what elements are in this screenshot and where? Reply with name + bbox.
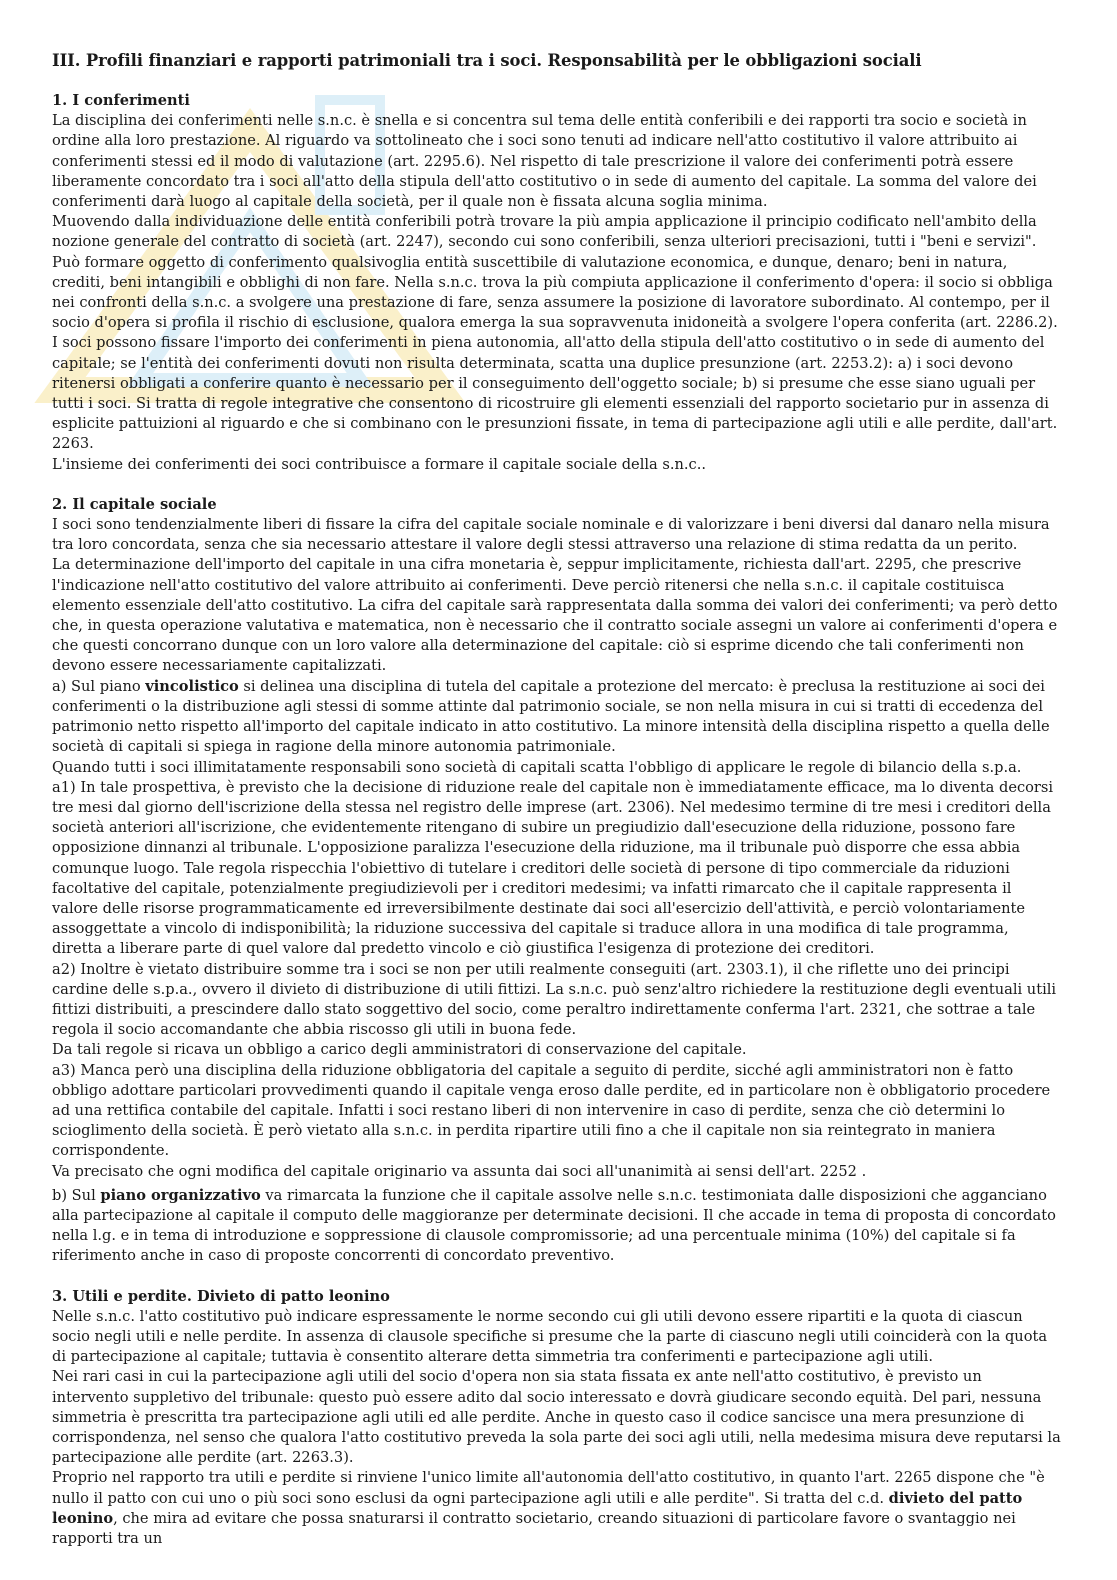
paragraph: La determinazione dell'importo del capitale in una cifra monetaria è, seppur implicitamente, richiesta dall'art. 2295, che prescrive l'indicazione nell'atto costitutivo del valore attribuito ai conferimenti. Deve perciò ritenersi che nella s.n.c. il capitale costituisca elemento essenziale dell'atto costitutivo. La cifra del capitale sarà rappresentata dalla somma dei valori dei conferimenti; va però detto che, in questa operazione valutativa e matematica, non è necessario che il contratto sociale assegni un valore ai conferimenti d'opera e che questi concorrano dunque con un loro valore alla determinazione del capitale: ciò si esprime dicendo che tali conferimenti non devono essere necessariamente capitalizzati. (52, 556, 1058, 675)
paragraph: L'insieme dei conferimenti dei soci contribuisce a formare il capitale sociale della s.n.c.. (52, 455, 706, 473)
paragraph: I soci possono fissare l'importo dei conferimenti in piena autonomia, all'atto della stipula dell'atto costitutivo o in sede di aumento del capitale; se l'entità dei conferimenti dovuti non risulta determinata, scatta una duplice presunzione (art. 2253.2): a) i soci devono ritenersi obbligati a conferire quanto è necessario per il conseguimento dell'oggetto sociale; b) si presume che esse siano uguali per tutti i soci. Si tratta di regole integrative che consentono di ricostruire gli elementi essenziali del rapporto societario pur in assenza di esplicite pattuizioni al riguardo e che si combinano con le presunzioni fissate, in tema di partecipazione agli utili e alle perdite, dall'art. 2263. (52, 334, 1058, 453)
page-title: III. Profili finanziari e rapporti patrimoniali tra i soci. Responsabilità per le obbligazioni sociali (52, 51, 922, 70)
paragraph: Muovendo dalla individuazione delle entità conferibili potrà trovare la più ampia applicazione il principio codificato nell'ambito della nozione generale del contratto di società (art. 2247), secondo cui sono conferibili, senza ulteriori precisazioni, tutti i "beni e servizi". Può formare oggetto di conferimento qualsivoglia entità suscettibile di valutazione economica, e dunque, denaro; beni in natura, crediti, beni intangibili e obblighi di non fare. Nella s.n.c. trova la più compiuta applicazione il conferimento d'opera: il socio si obbliga nei confronti della s.n.c. a svolgere una prestazione di fare, senza assumere la posizione di lavoratore subordinato. Al contempo, per il socio d'opera si profila il rischio di esclusione, qualora emerga la sua sopravvenuta inidoneità a svolgere l'opera conferita (art. 2286.2). (52, 213, 1058, 332)
text-run: , che mira ad evitare che possa snaturarsi il contratto societario, creando situazioni di particolare favore o svantaggio nei rapporti tra un (52, 1509, 1016, 1548)
paragraph: Da tali regole si ricava un obbligo a carico degli amministratori di conservazione del capitale. (52, 1041, 747, 1059)
text-run: si delinea una disciplina di tutela del capitale a protezione del mercato: è preclusa la restituzione ai soci dei conferimenti o la distribuzione agli stessi di somme attinte dal patrimonio sociale, se non nella misura in cui si tratti di eccedenza del patrimonio netto rispetto all'importo del capitale indicato in atto costitutivo. La minore intensità della disciplina rispetto a quella delle società di capitali si spiega in ragione della minore autonomia patrimoniale. (52, 677, 1050, 756)
section-heading: 1. I conferimenti (52, 92, 190, 109)
text-run: a) Sul piano (52, 677, 146, 695)
bold-term: divieto del patto leonino (52, 1489, 1023, 1527)
document-page (52, 50, 1062, 1569)
paragraph: I soci sono tendenzialmente liberi di fissare la cifra del capitale sociale nominale e di valorizzare i beni diversi dal danaro nella misura tra loro concordata, senza che sia necessario attestare il valore degli stessi attraverso una relazione di stima redatta da un perito. (52, 516, 1050, 554)
paragraph: Va precisato che ogni modifica del capitale originario va assunta dai soci all'unanimità ai sensi dell'art. 2252 . (52, 1162, 867, 1180)
section-heading: 2. Il capitale sociale (52, 495, 217, 513)
section-capitale-sociale (52, 495, 1062, 1267)
text-run: Proprio nel rapporto tra utili e perdite si rinviene l'unico limite all'autonomia dell'atto costitutivo, in quanto l'art. 2265 dispone che "è nullo il patto con cui uno o più soci sono esclusi da ogni partecipazione agli utili e alle perdite". Si tratta del c.d. (52, 1469, 1045, 1507)
text-run: b) Sul (52, 1186, 101, 1204)
section-heading: 3. Utili e perdite. Divieto di patto leonino (52, 1287, 390, 1305)
paragraph-leonino (52, 1468, 1062, 1549)
paragraph: a1) In tale prospettiva, è previsto che la decisione di riduzione reale del capitale non è immediatamente efficace, ma lo diventa decorsi tre mesi dal giorno dell'iscrizione della stessa nel registro delle imprese (art. 2306). Nel medesimo termine di tre mesi i creditori della società anteriori all'iscrizione, che evidentemente ritengano di subire un pregiudizio dall'esecuzione della riduzione, possono fare opposizione dinnanzi al tribunale. L'opposizione paralizza l'esecuzione della riduzione, ma il tribunale può disporre che essa abbia comunque luogo. Tale regola rispecchia l'obiettivo di tutelare i creditori delle società di persone di tipo commerciale da riduzioni facoltative del capitale, potenzialmente pregiudizievoli per i creditori medesimi; va infatti rimarcato che il capitale rappresenta il valore delle risorse programmaticamente ed irreversibilmente destinate dai soci all'esercizio dell'attività, e perciò volontariamente assoggettate a vincolo di indisponibilità; la riduzione successiva del capitale si traduce allora in una modifica di tale programma, diretta a liberare parte di quel valore dal predetto vincolo e ciò giustifica l'esigenza di protezione dei creditori. (52, 778, 1054, 958)
paragraph: La disciplina dei conferimenti nelle s.n.c. è snella e si concentra sul tema delle entità conferibili e dei rapporti tra socio e società in ordine alla loro prestazione. Al riguardo va sottolineato che i soci sono tenuti ad indicare nell'atto costitutivo il valore attribuito ai conferimenti stessi ed il modo di valutazione (art. 2295.6). Nel rispetto di tale prescrizione il valore dei conferimenti potrà essere liberamente concordato tra i soci all'atto della stipula dell'atto costitutivo o in sede di aumento del capitale. La somma del valore dei conferimenti darà luogo al capitale della società, per il quale non è fissata alcuna soglia minima. (52, 112, 1037, 211)
section-conferimenti (52, 91, 1062, 475)
paragraph: Nei rari casi in cui la partecipazione agli utili del socio d'opera non sia stata fissata ex ante nell'atto costitutivo, è previsto un intervento suppletivo del tribunale: questo può essere adito dal socio interessato e dovrà giudicare secondo equità. Del pari, nessuna simmetria è prescritta tra partecipazione agli utili ed alle perdite. Anche in questo caso il codice sancisce una mera presunzione di corrispondenza, nel senso che qualora l'atto costitutivo preveda la sola parte dei soci agli utili, nella medesima misura deve reputarsi la partecipazione alle perdite (art. 2263.3). (52, 1368, 1061, 1467)
paragraph-vincolistico (52, 677, 1062, 758)
text-run: va rimarcata la funzione che il capitale assolve nelle s.n.c. testimoniata dalle disposizioni che agganciano alla partecipazione al capitale il computo delle maggioranze per determinate decisioni. Il che accade in tema di proposta di concordato nella l.g. e in tema di introduzione e soppressione di clausole compromissorie; ad una percentuale minima (10%) del capitale si fa riferimento anche in caso di proposte concorrenti di concordato preventivo. (52, 1186, 1056, 1265)
paragraph: a2) Inoltre è vietato distribuire somme tra i soci se non per utili realmente conseguiti (art. 2303.1), il che riflette uno dei principi cardine delle s.p.a., ovvero il divieto di distribuzione di utili fittizi. La s.n.c. può senz'altro richiedere la restituzione degli eventuali utili fittizi distribuiti, a prescindere dallo stato soggettivo del socio, come peraltro indirettamente conferma l'art. 2321, che sottrae a tale regola il socio accomandante che abbia riscosso gli utili in buona fede. (52, 960, 1057, 1039)
paragraph-organizzativo (52, 1186, 1062, 1267)
bold-term: piano organizzativo (100, 1186, 261, 1204)
paragraph: a3) Manca però una disciplina della riduzione obbligatoria del capitale a seguito di perdite, sicché agli amministratori non è fatto obbligo adottare particolari provvedimenti quando il capitale venga eroso dalle perdite, ed in particolare non è obbligatorio procedere ad una rettifica contabile del capitale. Infatti i soci restano liberi di non intervenire in caso di perdite, senza che ciò determini lo scioglimento della società. È però vietato alla s.n.c. in perdita ripartire utili fino a che il capitale non sia reintegrato in maniera corrispondente. (52, 1061, 1051, 1160)
bold-term: vincolistico (145, 677, 239, 695)
paragraph: Quando tutti i soci illimitatamente responsabili sono società di capitali scatta l'obbligo di applicare le regole di bilancio della s.p.a. (52, 758, 1022, 776)
section-utili-perdite (52, 1287, 1062, 1550)
paragraph: Nelle s.n.c. l'atto costitutivo può indicare espressamente le norme secondo cui gli utili devono essere ripartiti e la quota di ciascun socio negli utili e nelle perdite. In assenza di clausole specifiche si presume che la parte di ciascuno negli utili coinciderà con la quota di partecipazione al capitale; tuttavia è consentito alterare detta simmetria tra conferimenti e partecipazione agli utili. (52, 1307, 1048, 1366)
